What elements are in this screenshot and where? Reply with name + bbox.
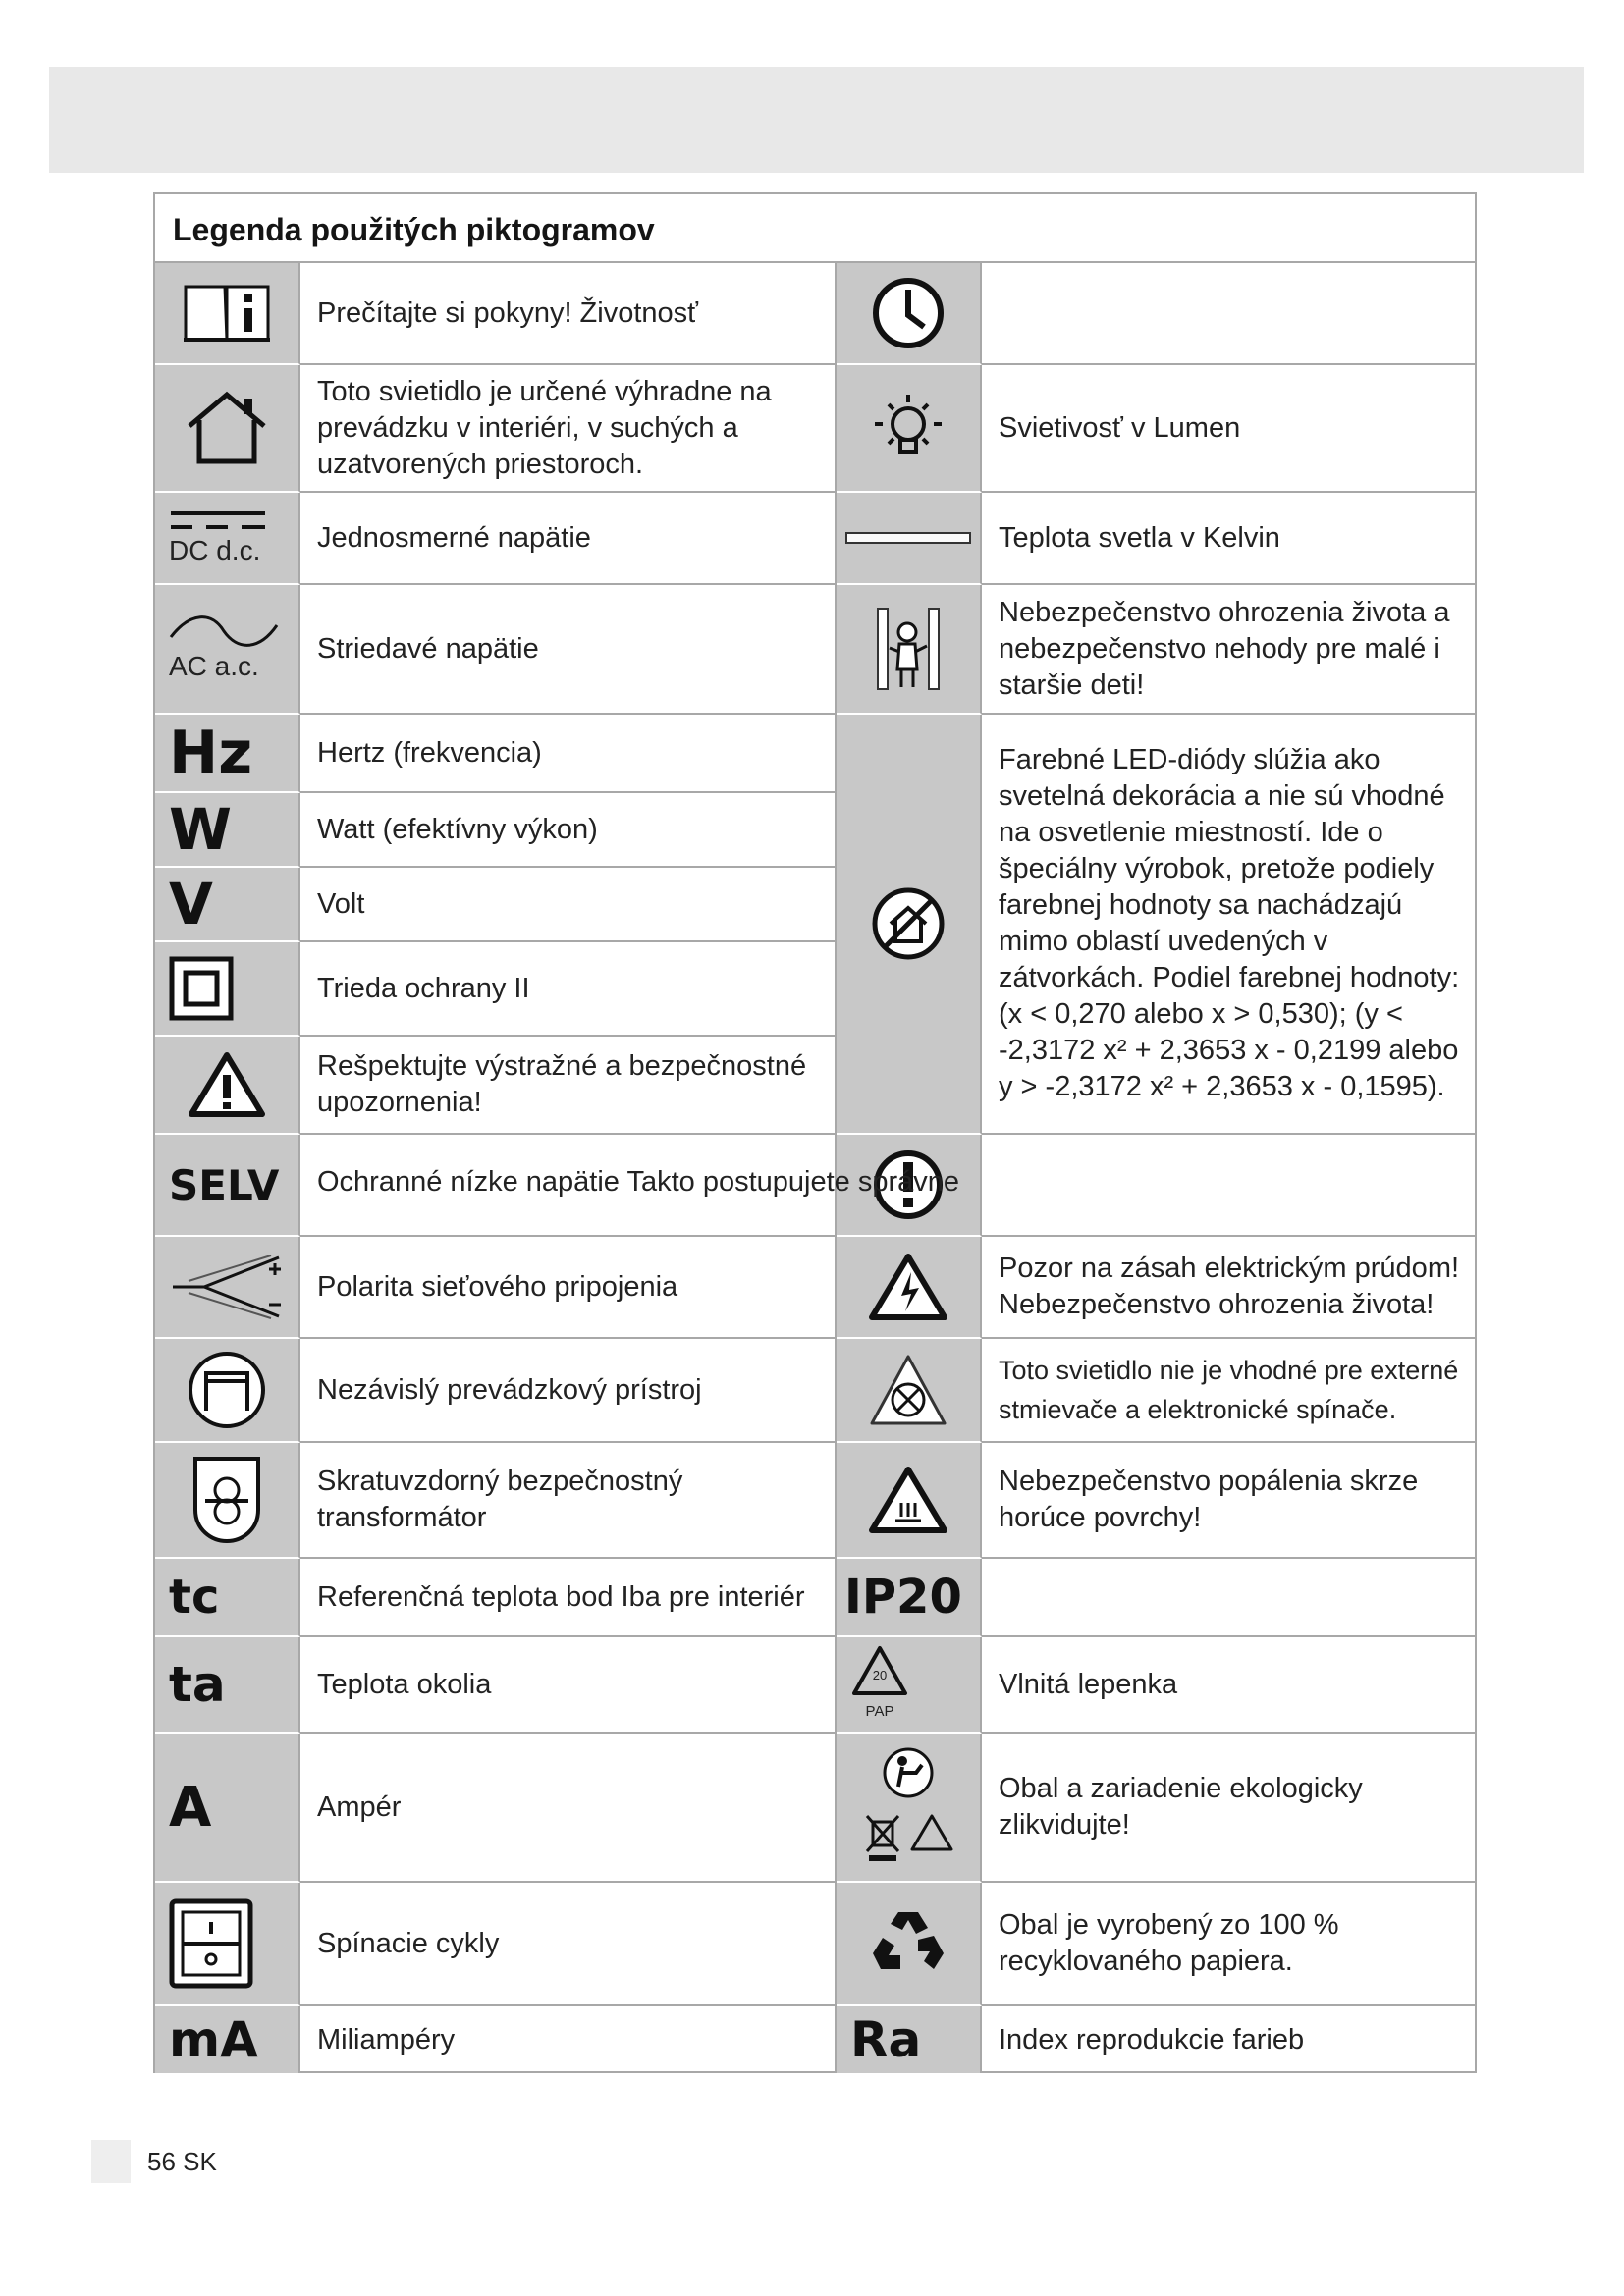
pictogram-legend-table <box>153 192 1477 2073</box>
dc-text: Jednosmerné napätie <box>300 493 837 585</box>
dc-label: DC d.c. <box>169 535 261 565</box>
hot-surface-text: Nebezpečenstvo popálenia skrze horúce povrchy! <box>982 1443 1477 1559</box>
read-instructions-icon <box>155 263 300 365</box>
kelvin-bar-icon <box>837 493 982 585</box>
legend-title: Legenda použitých piktogramov <box>155 194 1475 263</box>
hot-surface-icon <box>837 1443 982 1559</box>
independent-device-icon <box>155 1339 300 1443</box>
ra-icon: Ra <box>837 2006 982 2073</box>
milliampere-text: Miliampéry <box>300 2006 837 2073</box>
v-text: Volt <box>300 868 837 942</box>
hz-icon: Hz <box>155 715 300 793</box>
selv-right-empty <box>982 1135 1477 1237</box>
recycled-paper-text: Obal je vyrobený zo 100 % recyklovaného papiera. <box>982 1883 1477 2006</box>
warning-triangle-icon <box>155 1037 300 1135</box>
tc-icon: tc <box>155 1559 300 1637</box>
switch-cycles-text: Spínacie cykly <box>300 1883 837 2006</box>
no-room-lighting-icon <box>837 715 982 1135</box>
led-decoration-text: Farebné LED-diódy slúžia ako svetelná dekorácia a nie sú vhodné na osvetlenie miestností. Ide o špeciálny výrobok, pretože podiely farebnej hodnoty sa nachádzajú mimo oblastí uvedených v zátvorkách. Podiel farebnej hodnoty: (x < 0,270 alebo x > 0,530); (y < -2,3172 x² + 2,3653 x - 0,2199 alebo y > -2,3172 x² + 2,3653 x - 0,1595). <box>982 715 1477 1135</box>
no-dimmer-text: Toto svietidlo nie je vhodné pre externé stmievače a elektronické spínače. <box>982 1339 1477 1443</box>
warning-text: Rešpektujte výstražné a bezpečnostné upozornenia! <box>300 1037 837 1135</box>
bulb-icon <box>837 365 982 493</box>
milliampere-icon: mA <box>155 2006 300 2073</box>
w-text: Watt (efektívny výkon) <box>300 793 837 868</box>
lifetime-text <box>982 263 1477 365</box>
ampere-icon: A <box>155 1734 300 1883</box>
v-icon: V <box>155 868 300 942</box>
polarity-icon <box>155 1237 300 1339</box>
polarity-text: Polarita sieťového pripojenia <box>300 1237 837 1339</box>
corrugated-board-text: Vlnitá lepenka <box>982 1637 1477 1734</box>
house-icon <box>155 365 300 493</box>
recycle-icon <box>837 1883 982 2006</box>
language-code: SK <box>183 2147 217 2176</box>
no-dimmer-icon <box>837 1339 982 1443</box>
ip20-text <box>982 1559 1477 1637</box>
clock-icon <box>837 263 982 365</box>
ta-text: Teplota okolia <box>300 1637 837 1734</box>
lumen-text: Svietivosť v Lumen <box>982 365 1477 493</box>
indoor-use-text: Toto svietidlo je určené výhradne na prevádzku v interiéri, v suchých a uzatvorených priestoroch. <box>300 365 837 493</box>
dc-icon <box>155 493 300 585</box>
independent-device-text: Nezávislý prevádzkový prístroj <box>300 1339 837 1443</box>
page-marker <box>91 2140 131 2183</box>
ip20-icon: IP20 <box>837 1559 982 1637</box>
class-ii-text: Trieda ochrany II <box>300 942 837 1037</box>
electric-shock-icon <box>837 1237 982 1339</box>
ac-icon <box>155 585 300 715</box>
ac-label: AC a.c. <box>169 651 259 681</box>
page-number: 56 <box>147 2147 176 2176</box>
w-icon: W <box>155 793 300 868</box>
ampere-text: Ampér <box>300 1734 837 1883</box>
eco-disposal-text: Obal a zariadenie ekologicky zlikvidujte! <box>982 1734 1477 1883</box>
switch-cycles-icon <box>155 1883 300 2006</box>
kelvin-text: Teplota svetla v Kelvin <box>982 493 1477 585</box>
color-rendering-text: Index reprodukcie farieb <box>999 2023 1305 2056</box>
read-instructions-text: Prečítajte si pokyny! Životnosť <box>300 263 837 365</box>
eco-disposal-icon <box>837 1734 982 1883</box>
page-footer <box>147 2147 217 2177</box>
ta-icon: ta <box>155 1637 300 1734</box>
hz-text: Hertz (frekvencia) <box>300 715 837 793</box>
class-ii-icon <box>155 942 300 1037</box>
recycling-pap-icon: 20 PAP <box>837 1637 982 1734</box>
child-danger-text: Nebezpečenstvo ohrozenia života a nebezpečenstvo nehody pre malé i staršie deti! <box>982 585 1477 715</box>
ac-text: Striedavé napätie <box>300 585 837 715</box>
header-band <box>49 67 1584 173</box>
safety-transformer-icon <box>155 1443 300 1559</box>
selv-icon: SELV <box>155 1135 300 1237</box>
selv-text: Ochranné nízke napätie Takto postupujete správne <box>317 1166 960 1198</box>
safety-transformer-text: Skratuvzdorný bezpečnostný transformátor <box>300 1443 837 1559</box>
electric-shock-text: Pozor na zásah elektrickým prúdom! Nebezpečenstvo ohrozenia života! <box>982 1237 1477 1339</box>
tc-text: Referenčná teplota bod Iba pre interiér <box>300 1559 837 1637</box>
child-danger-icon <box>837 585 982 715</box>
